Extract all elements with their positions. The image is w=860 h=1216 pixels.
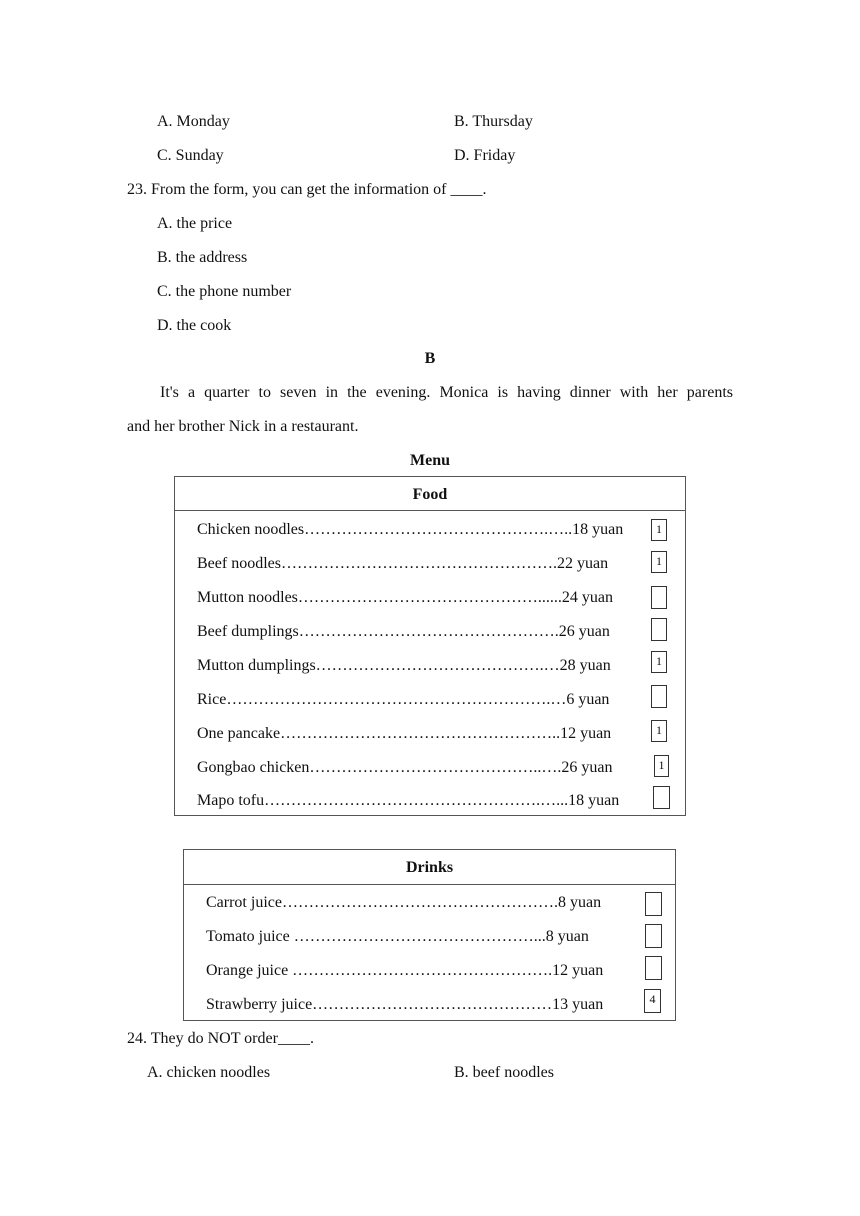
q24-option-b: B. beef noodles (454, 1064, 554, 1081)
order-count-box (651, 685, 667, 708)
order-count-box (653, 786, 670, 809)
food-item-chicken-noodles: Chicken noodles……………………………………….…..18 yuan (197, 521, 624, 538)
q22-option-d: D. Friday (454, 147, 516, 164)
section-heading: B (424, 350, 436, 367)
q22-option-c: C. Sunday (157, 147, 224, 164)
order-count-box: 4 (644, 989, 661, 1013)
order-count-box: 1 (651, 720, 667, 742)
q24-question: 24. They do NOT order____. (127, 1030, 314, 1047)
order-count-box: 1 (654, 755, 669, 777)
food-item-beef-noodles: Beef noodles…………………………………………….22 yuan (197, 555, 609, 572)
q22-option-b: B. Thursday (454, 113, 533, 130)
drink-item-carrot-juice: Carrot juice…………………………………………….8 yuan (206, 894, 602, 911)
menu-title: Menu (410, 452, 450, 469)
drink-item-orange-juice: Orange juice ………………………………………….12 yuan (206, 962, 604, 979)
food-table (174, 476, 686, 816)
food-item-mapo-tofu: Mapo tofu…………………………………………….…...18 yuan (197, 792, 620, 809)
q23-option-a: A. the price (157, 215, 233, 232)
food-item-pancake: One pancake……………………………………………..12 yuan (197, 725, 612, 742)
order-count-box: 1 (651, 651, 667, 673)
food-item-gongbao-chicken: Gongbao chicken……………………………………..….26 yuan (197, 759, 613, 776)
q23-question: 23. From the form, you can get the information of ____. (127, 181, 487, 198)
order-count-box (645, 892, 662, 916)
q23-option-c: C. the phone number (157, 283, 292, 300)
q23-option-d: D. the cook (157, 317, 232, 334)
order-count-box (645, 924, 662, 948)
q22-option-a: A. Monday (157, 113, 230, 130)
order-count-box (645, 956, 662, 980)
food-item-rice: Rice…………………………………………………….…6 yuan (197, 691, 610, 708)
order-count-box (651, 618, 667, 641)
passage-line-2: and her brother Nick in a restaurant. (127, 418, 359, 435)
passage-line-1: It's a quarter to seven in the evening. Monica is having dinner with her parents (160, 384, 733, 401)
order-count-box: 1 (651, 551, 667, 573)
q24-option-a: A. chicken noodles (147, 1064, 271, 1081)
food-item-beef-dumplings: Beef dumplings………………………………………….26 yuan (197, 623, 610, 640)
order-count-box: 1 (651, 519, 667, 541)
drinks-table (183, 849, 676, 1021)
order-count-box (651, 586, 667, 609)
drinks-table-header: Drinks (184, 850, 675, 885)
q23-option-b: B. the address (157, 249, 248, 266)
food-item-mutton-dumplings: Mutton dumplings…………………………………….…28 yuan (197, 657, 611, 674)
food-table-header: Food (175, 477, 685, 511)
drink-item-tomato-juice: Tomato juice ………………………………………...8 yuan (206, 928, 589, 945)
drink-item-strawberry-juice: Strawberry juice………………………………………13 yuan (206, 996, 604, 1013)
food-item-mutton-noodles: Mutton noodles………………………………………......24 yuan (197, 589, 613, 606)
